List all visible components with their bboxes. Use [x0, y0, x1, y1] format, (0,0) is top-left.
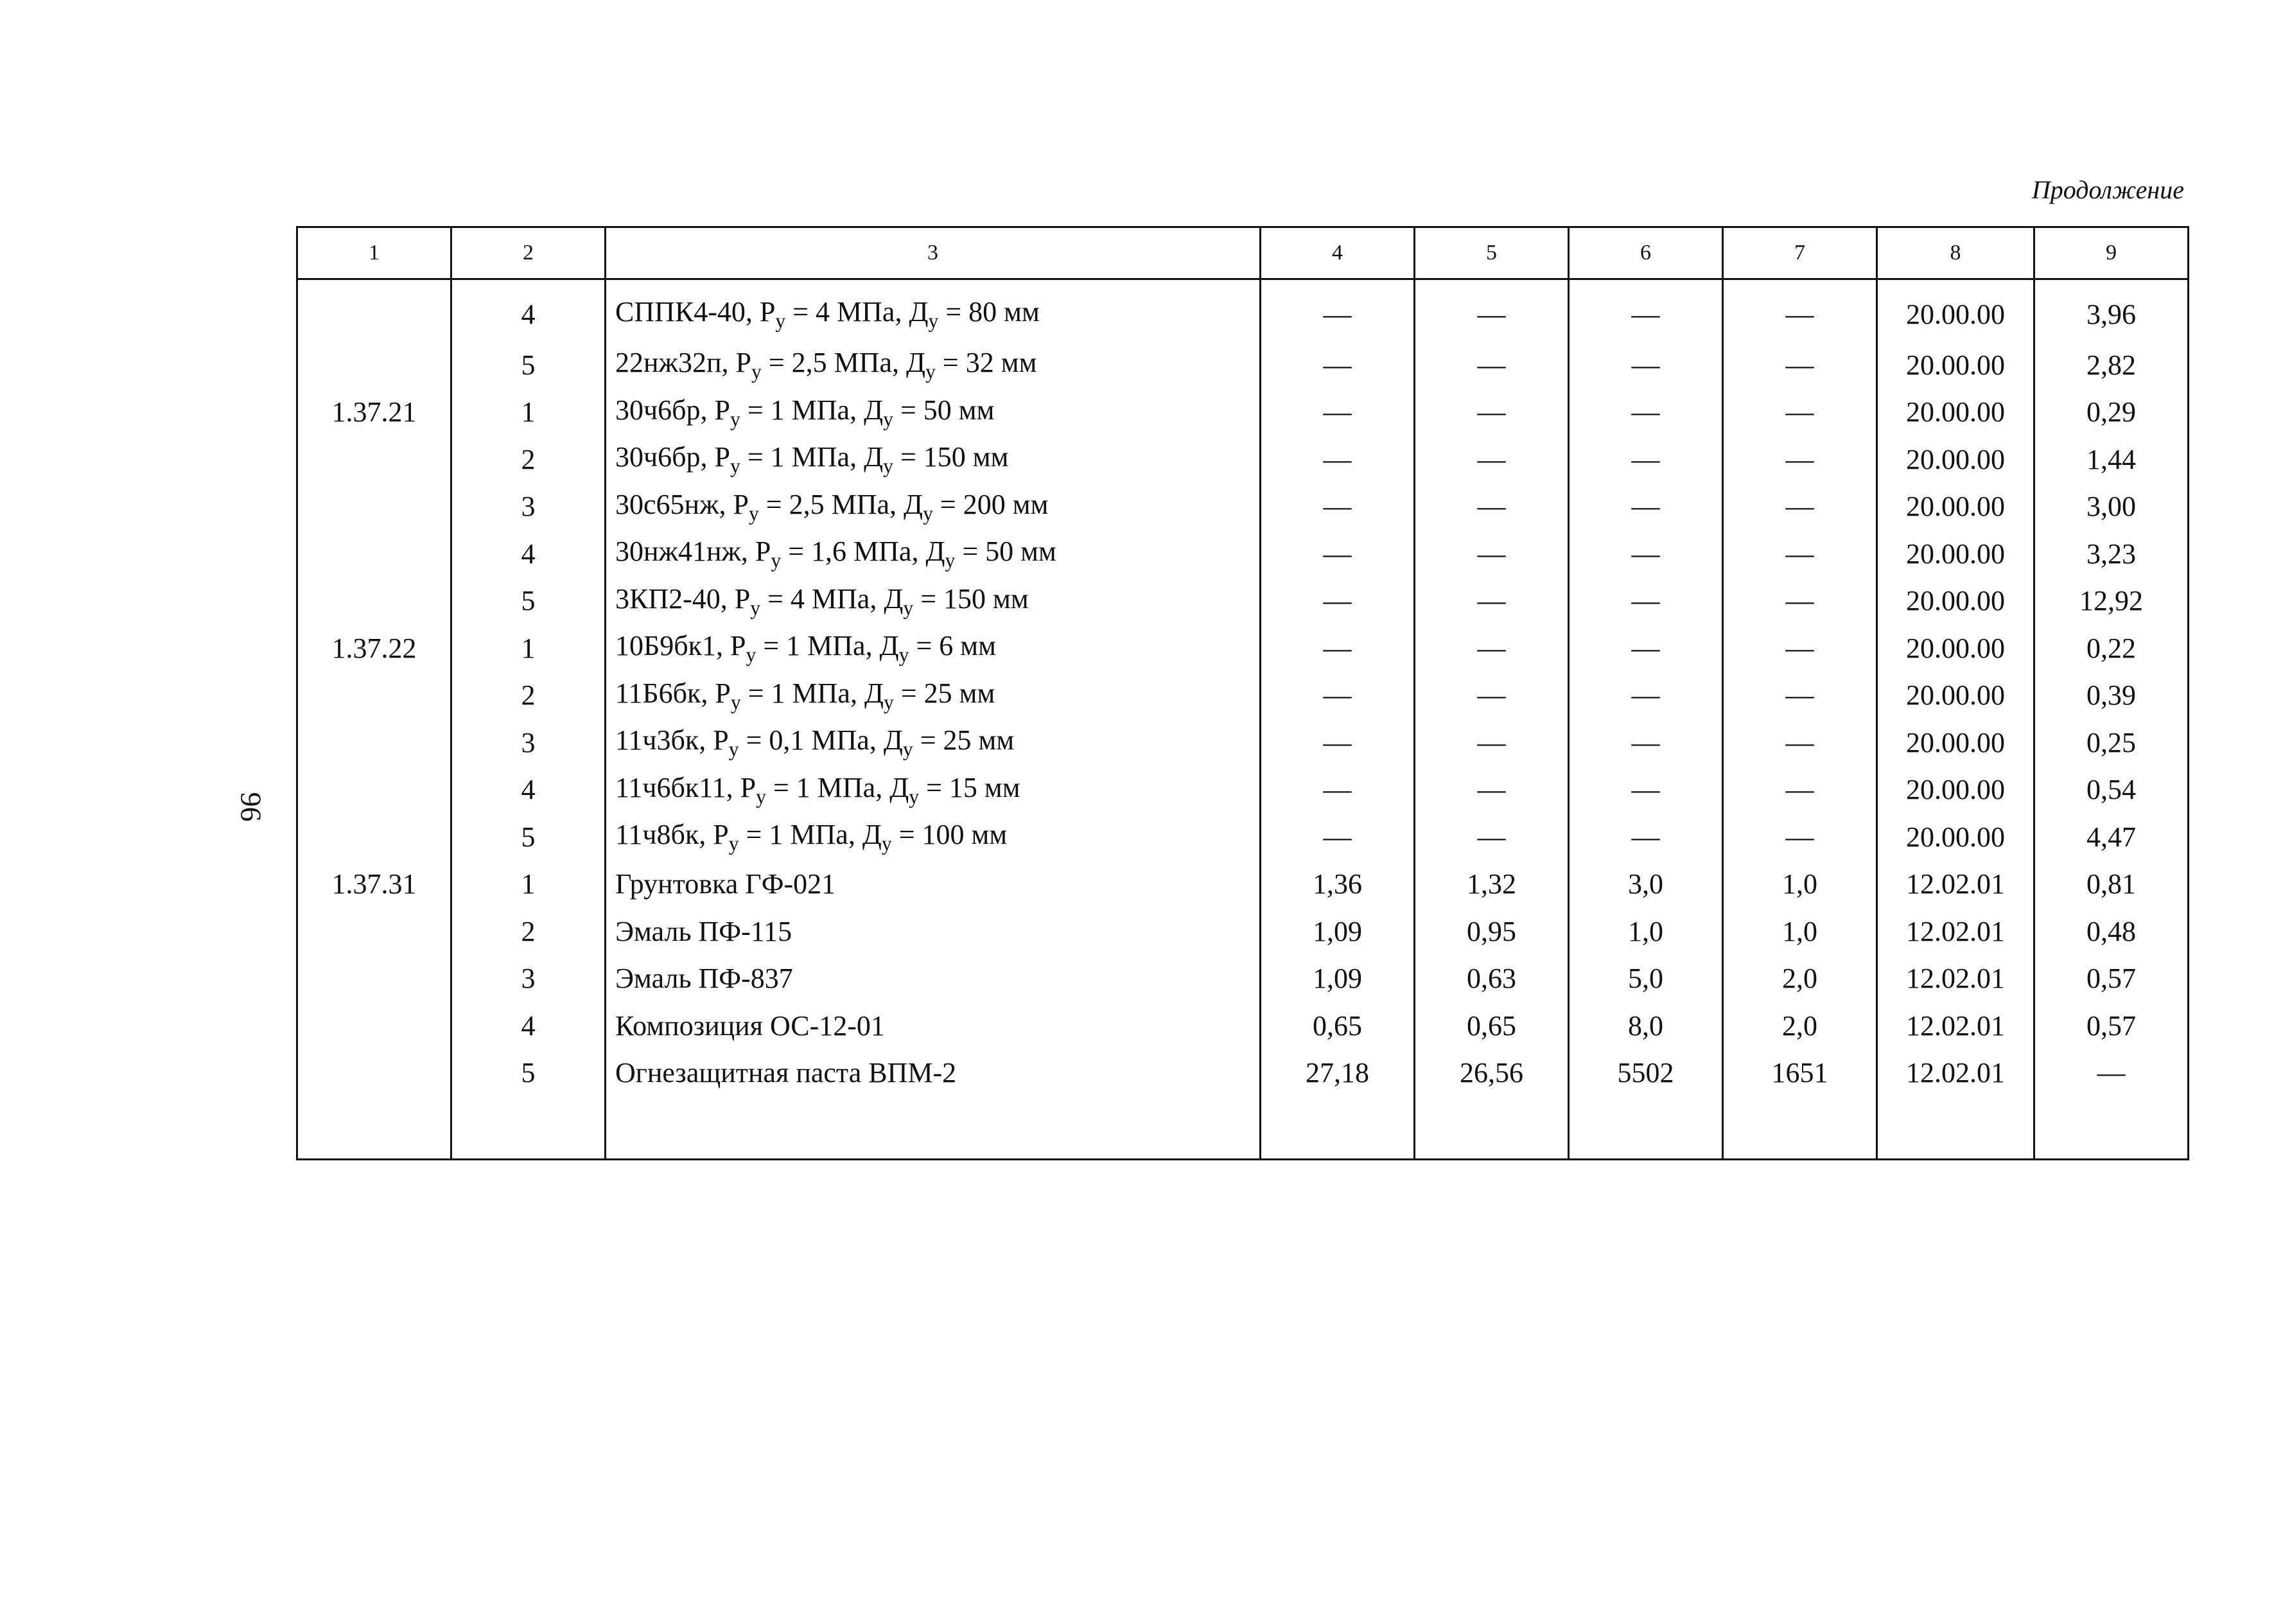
cell-value-7: 2,0 [1723, 1002, 1877, 1050]
cell-value-6: 8,0 [1569, 1002, 1723, 1050]
cell-value-4: — [1261, 719, 1415, 767]
table-row [297, 956, 2189, 1003]
table-row [297, 767, 2189, 814]
cell-value-5: 0,65 [1415, 1002, 1569, 1050]
cell-value-4: — [1261, 389, 1415, 437]
table-body [297, 279, 2189, 1160]
cell-item-number: 2 [451, 436, 606, 484]
cell-value-5: — [1415, 814, 1569, 861]
cell-code: 20.00.00 [1877, 578, 2034, 625]
table-row [297, 484, 2189, 531]
cell-value-5: — [1415, 719, 1569, 767]
cell-group-code [297, 672, 451, 720]
cell-value-4: — [1261, 578, 1415, 625]
cell-value-5: — [1415, 484, 1569, 531]
cell-value-7: — [1723, 767, 1877, 814]
cell-value-9: 0,25 [2034, 719, 2189, 767]
cell-value-4: — [1261, 342, 1415, 389]
cell-value-5: — [1415, 530, 1569, 578]
cell-value-7: — [1723, 279, 1877, 342]
cell-value-7: — [1723, 578, 1877, 625]
cell-code: 20.00.00 [1877, 530, 2034, 578]
table-row [297, 279, 2189, 342]
table-row [297, 625, 2189, 672]
cell-group-code [297, 530, 451, 578]
empty-cell [1415, 1097, 1569, 1160]
column-header-3: 3 [606, 227, 1261, 279]
cell-item-number: 4 [451, 767, 606, 814]
cell-group-code [297, 436, 451, 484]
cell-value-6: — [1569, 672, 1723, 720]
cell-item-number: 5 [451, 1050, 606, 1097]
column-header-8: 8 [1877, 227, 2034, 279]
cell-value-4: — [1261, 767, 1415, 814]
cell-value-4: — [1261, 484, 1415, 531]
cell-value-4: — [1261, 814, 1415, 861]
cell-code: 20.00.00 [1877, 436, 2034, 484]
empty-cell [1877, 1097, 2034, 1160]
column-header-7: 7 [1723, 227, 1877, 279]
cell-code: 20.00.00 [1877, 389, 2034, 437]
cell-value-5: — [1415, 625, 1569, 672]
cell-value-7: — [1723, 530, 1877, 578]
cell-value-6: — [1569, 767, 1723, 814]
cell-code: 20.00.00 [1877, 342, 2034, 389]
table-row [297, 389, 2189, 437]
cell-code: 12.02.01 [1877, 1050, 2034, 1097]
cell-value-6: — [1569, 436, 1723, 484]
cell-value-5: — [1415, 342, 1569, 389]
cell-description: 11ч3бк, $P_у = 0,1$ МПа, $Д_у = 25$ мм [606, 719, 1261, 767]
cell-value-4: — [1261, 530, 1415, 578]
cell-group-code: 1.37.22 [297, 625, 451, 672]
cell-value-9: 1,44 [2034, 436, 2189, 484]
data-table [296, 226, 2189, 1160]
cell-value-7: — [1723, 389, 1877, 437]
cell-description: Эмаль ПФ-115 [606, 908, 1261, 956]
cell-value-9: 3,23 [2034, 530, 2189, 578]
cell-group-code: 1.37.21 [297, 389, 451, 437]
column-header-9: 9 [2034, 227, 2189, 279]
table-row [297, 814, 2189, 861]
cell-group-code [297, 342, 451, 389]
cell-value-6: — [1569, 814, 1723, 861]
cell-description: 30нж41нж, $P_у = 1,6$ МПа, $Д_у = 50$ мм [606, 530, 1261, 578]
cell-value-4: — [1261, 672, 1415, 720]
table-row [297, 719, 2189, 767]
table-row [297, 1002, 2189, 1050]
cell-item-number: 1 [451, 625, 606, 672]
cell-item-number: 4 [451, 530, 606, 578]
cell-value-6: — [1569, 279, 1723, 342]
cell-code: 20.00.00 [1877, 279, 2034, 342]
cell-value-4: 1,09 [1261, 908, 1415, 956]
cell-description: 30ч6бр, $P_у = 1$ МПа, $Д_у = 50$ мм [606, 389, 1261, 437]
table-row [297, 530, 2189, 578]
cell-code: 12.02.01 [1877, 1002, 2034, 1050]
cell-value-9: 0,48 [2034, 908, 2189, 956]
cell-value-9: 12,92 [2034, 578, 2189, 625]
cell-value-9: — [2034, 1050, 2189, 1097]
cell-value-5: 0,95 [1415, 908, 1569, 956]
cell-value-6: — [1569, 578, 1723, 625]
cell-item-number: 4 [451, 1002, 606, 1050]
cell-code: 12.02.01 [1877, 956, 2034, 1003]
empty-cell [451, 1097, 606, 1160]
cell-description: 11ч8бк, $P_у = 1$ МПа, $Д_у = 100$ мм [606, 814, 1261, 861]
cell-value-9: 0,57 [2034, 1002, 2189, 1050]
cell-value-4: 1,09 [1261, 956, 1415, 1003]
empty-cell [2034, 1097, 2189, 1160]
cell-group-code [297, 719, 451, 767]
cell-value-7: 2,0 [1723, 956, 1877, 1003]
table-row [297, 1050, 2189, 1097]
cell-value-5: — [1415, 672, 1569, 720]
empty-cell [1261, 1097, 1415, 1160]
cell-code: 20.00.00 [1877, 625, 2034, 672]
cell-code: 20.00.00 [1877, 672, 2034, 720]
cell-value-7: — [1723, 436, 1877, 484]
cell-value-4: — [1261, 625, 1415, 672]
cell-value-9: 0,29 [2034, 389, 2189, 437]
cell-value-5: 1,32 [1415, 861, 1569, 909]
cell-value-5: — [1415, 389, 1569, 437]
cell-code: 12.02.01 [1877, 908, 2034, 956]
cell-value-7: — [1723, 342, 1877, 389]
column-header-1: 1 [297, 227, 451, 279]
cell-value-4: — [1261, 436, 1415, 484]
cell-description: 30ч6бр, $P_у = 1$ МПа, $Д_у = 150$ мм [606, 436, 1261, 484]
empty-cell [1723, 1097, 1877, 1160]
cell-item-number: 1 [451, 389, 606, 437]
cell-value-9: 4,47 [2034, 814, 2189, 861]
cell-value-7: — [1723, 719, 1877, 767]
cell-item-number: 5 [451, 578, 606, 625]
cell-value-5: — [1415, 767, 1569, 814]
cell-description: 11Б6бк, $P_у = 1$ МПа, $Д_у = 25$ мм [606, 672, 1261, 720]
table-row [297, 436, 2189, 484]
table-row [297, 342, 2189, 389]
cell-group-code [297, 956, 451, 1003]
cell-value-6: — [1569, 625, 1723, 672]
cell-value-6: 3,0 [1569, 861, 1723, 909]
cell-value-5: 26,56 [1415, 1050, 1569, 1097]
column-header-5: 5 [1415, 227, 1569, 279]
cell-group-code: 1.37.31 [297, 861, 451, 909]
empty-cell [606, 1097, 1261, 1160]
table-row [297, 672, 2189, 720]
cell-value-4: 1,36 [1261, 861, 1415, 909]
cell-value-9: 0,39 [2034, 672, 2189, 720]
cell-group-code [297, 578, 451, 625]
cell-item-number: 3 [451, 719, 606, 767]
cell-value-5: 0,63 [1415, 956, 1569, 1003]
table-row [297, 908, 2189, 956]
cell-value-4: 27,18 [1261, 1050, 1415, 1097]
cell-description: Композиция ОС-12-01 [606, 1002, 1261, 1050]
cell-item-number: 5 [451, 814, 606, 861]
cell-value-6: — [1569, 719, 1723, 767]
cell-value-7: 1,0 [1723, 908, 1877, 956]
cell-group-code [297, 1002, 451, 1050]
cell-value-7: — [1723, 814, 1877, 861]
cell-item-number: 1 [451, 861, 606, 909]
page-number: 96 [234, 792, 268, 822]
cell-description: Эмаль ПФ-837 [606, 956, 1261, 1003]
table-row [297, 578, 2189, 625]
cell-value-9: 2,82 [2034, 342, 2189, 389]
cell-value-9: 0,57 [2034, 956, 2189, 1003]
cell-value-6: — [1569, 389, 1723, 437]
cell-item-number: 2 [451, 672, 606, 720]
cell-value-6: 5,0 [1569, 956, 1723, 1003]
cell-description: 30с65нж, $P_у = 2,5$ МПа, $Д_у = 200$ мм [606, 484, 1261, 531]
cell-value-9: 0,81 [2034, 861, 2189, 909]
cell-value-5: — [1415, 578, 1569, 625]
cell-description: Грунтовка ГФ-021 [606, 861, 1261, 909]
cell-value-6: — [1569, 530, 1723, 578]
table-header-row [297, 227, 2189, 279]
cell-code: 20.00.00 [1877, 814, 2034, 861]
cell-value-5: — [1415, 279, 1569, 342]
cell-item-number: 2 [451, 908, 606, 956]
cell-value-4: 0,65 [1261, 1002, 1415, 1050]
cell-value-9: 3,00 [2034, 484, 2189, 531]
cell-code: 12.02.01 [1877, 861, 2034, 909]
cell-description: Огнезащитная паста ВПМ-2 [606, 1050, 1261, 1097]
cell-value-6: 1,0 [1569, 908, 1723, 956]
table-spacer-row [297, 1097, 2189, 1160]
cell-description: 3КП2-40, $P_у = 4$ МПа, $Д_у = 150$ мм [606, 578, 1261, 625]
cell-code: 20.00.00 [1877, 767, 2034, 814]
column-header-6: 6 [1569, 227, 1723, 279]
cell-code: 20.00.00 [1877, 484, 2034, 531]
cell-value-9: 3,96 [2034, 279, 2189, 342]
empty-cell [1569, 1097, 1723, 1160]
cell-value-6: 5502 [1569, 1050, 1723, 1097]
cell-value-6: — [1569, 484, 1723, 531]
empty-cell [297, 1097, 451, 1160]
cell-group-code [297, 1050, 451, 1097]
cell-group-code [297, 814, 451, 861]
column-header-2: 2 [451, 227, 606, 279]
cell-value-9: 0,22 [2034, 625, 2189, 672]
cell-value-9: 0,54 [2034, 767, 2189, 814]
cell-description: 11ч6бк11, $P_у = 1$ МПа, $Д_у = 15$ мм [606, 767, 1261, 814]
cell-code: 20.00.00 [1877, 719, 2034, 767]
cell-value-7: 1,0 [1723, 861, 1877, 909]
cell-item-number: 4 [451, 279, 606, 342]
cell-description: 22нж32п, $P_у = 2,5$ МПа, $Д_у = 32$ мм [606, 342, 1261, 389]
cell-group-code [297, 767, 451, 814]
continuation-label: Продолжение [2031, 175, 2184, 204]
cell-value-5: — [1415, 436, 1569, 484]
cell-value-7: — [1723, 672, 1877, 720]
cell-value-4: — [1261, 279, 1415, 342]
cell-group-code [297, 908, 451, 956]
table-row [297, 861, 2189, 909]
column-header-4: 4 [1261, 227, 1415, 279]
cell-item-number: 3 [451, 484, 606, 531]
cell-item-number: 3 [451, 956, 606, 1003]
cell-value-6: — [1569, 342, 1723, 389]
cell-group-code [297, 279, 451, 342]
cell-description: СППК4-40, $P_у = 4$ МПа, $Д_у = 80$ мм [606, 279, 1261, 342]
cell-item-number: 5 [451, 342, 606, 389]
cell-value-7: — [1723, 484, 1877, 531]
cell-value-7: — [1723, 625, 1877, 672]
cell-description: 10Б9бк1, $P_у = 1$ МПа, $Д_у = 6$ мм [606, 625, 1261, 672]
cell-value-7: 1651 [1723, 1050, 1877, 1097]
cell-group-code [297, 484, 451, 531]
